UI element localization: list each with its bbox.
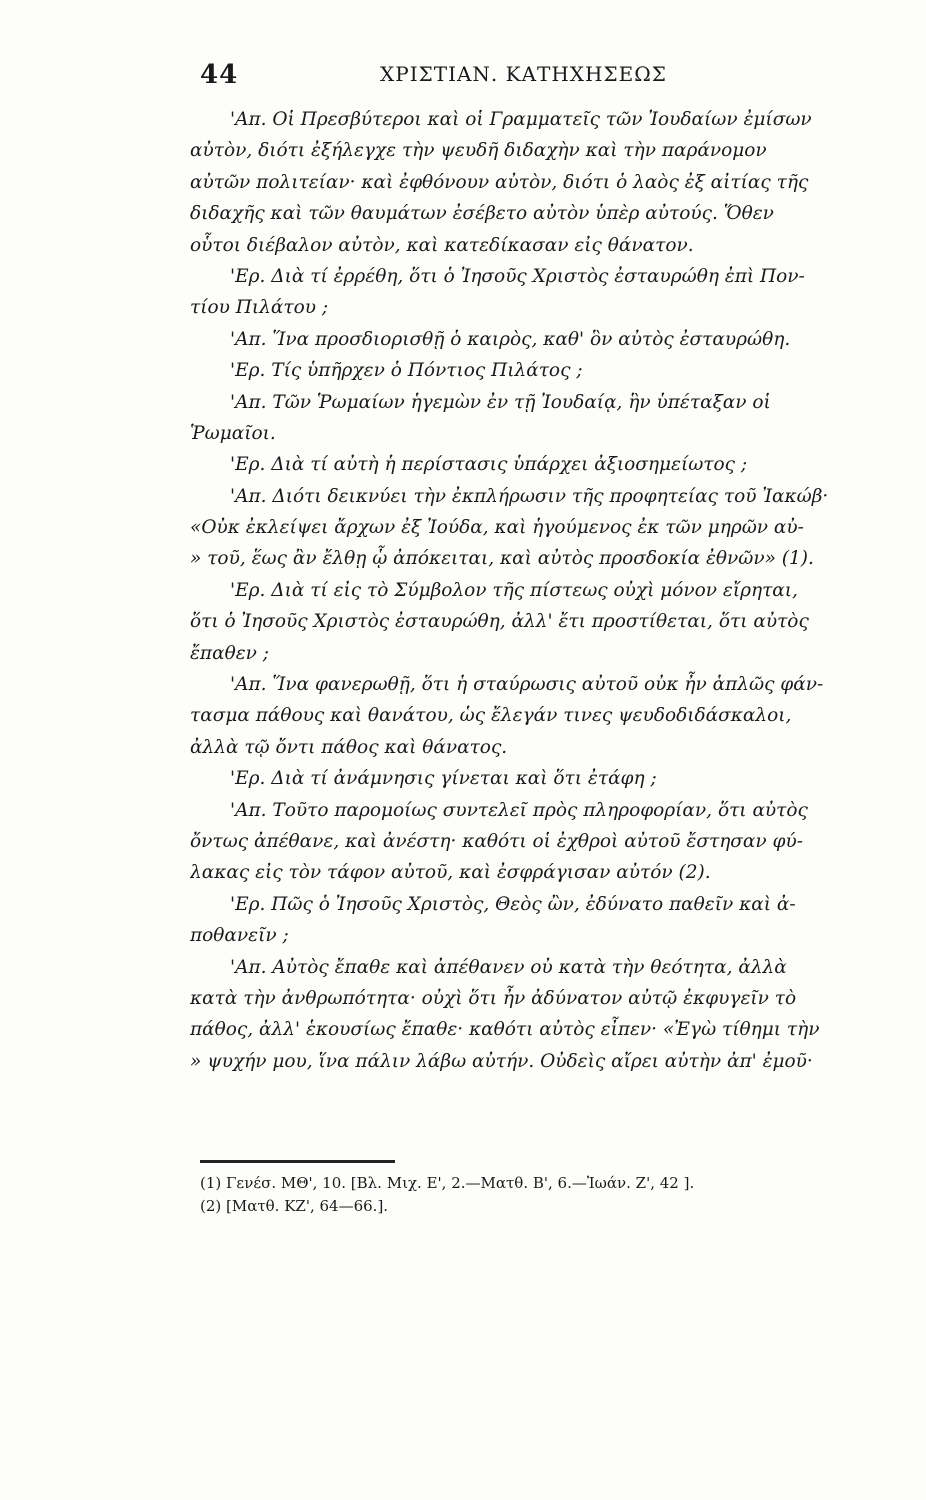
text-line: ἀλλὰ τῷ ὄντι πάθος καὶ θάνατος. xyxy=(190,736,508,758)
running-title: ΧΡΙΣΤΙΑΝ. ΚΑΤΗΧΗΣΕΩΣ xyxy=(380,62,667,86)
text-line: αὐτὸν, διότι ἐξήλεγχε τὴν ψευδῆ διδαχὴν καὶ τὴν παράνομον xyxy=(190,140,767,162)
text-line: ὅτι ὁ Ἰησοῦς Χριστὸς ἐσταυρώθη, ἀλλ' ἔτι προστίθεται, ὅτι αὐτὸς xyxy=(190,611,809,633)
footnotes xyxy=(200,1172,820,1218)
text-line: Ῥωμαῖοι. xyxy=(190,422,276,444)
text-line: 'Απ. Ἵνα φανερωθῇ, ὅτι ἡ σταύρωσις αὐτοῦ οὐκ ἦν ἁπλῶς φάν- xyxy=(230,674,824,696)
text-line: διδαχῆς καὶ τῶν θαυμάτων ἐσέβετο αὐτὸν ὑπὲρ αὐτούς. Ὅθεν xyxy=(190,203,774,225)
text-line: 'Απ. Τοῦτο παρομοίως συντελεῖ πρὸς πληροφορίαν, ὅτι αὐτὸς xyxy=(230,799,808,821)
text-line: 'Απ. Διότι δεικνύει τὴν ἐκπλήρωσιν τῆς προφητείας τοῦ Ἰακώβ· xyxy=(230,485,829,507)
text-line: λακας εἰς τὸν τάφον αὐτοῦ, καὶ ἐσφράγισαν αὐτόν (2). xyxy=(190,862,711,884)
text-line: 'Ερ. Πῶς ὁ Ἰησοῦς Χριστὸς, Θεὸς ὢν, ἐδύνατο παθεῖν καὶ ἀ- xyxy=(230,893,796,915)
text-line: ἔπαθεν ; xyxy=(190,642,270,664)
text-line: 'Ερ. Διὰ τί ἀνάμνησις γίνεται καὶ ὅτι ἐτάφη ; xyxy=(230,768,657,790)
text-line: » τοῦ, ἕως ἂν ἔλθῃ ᾧ ἀπόκειται, καὶ αὐτὸς προσδοκία ἐθνῶν» (1). xyxy=(190,548,814,570)
footnote: (1) Γενέσ. ΜΘ', 10. [Βλ. Μιχ. Ε', 2.—Ματθ. Β', 6.—Ἰωάν. Ζ', 42 ]. xyxy=(200,1174,695,1192)
text-line: τασμα πάθους καὶ θανάτου, ὡς ἔλεγάν τινες ψευδοδιδάσκαλοι, xyxy=(190,705,792,727)
text-line: 'Απ. Οἱ Πρεσβύτεροι καὶ οἱ Γραμματεῖς τῶν Ἰουδαίων ἐμίσων xyxy=(230,109,812,130)
text-line: «Οὐκ ἐκλείψει ἄρχων ἐξ Ἰούδα, καὶ ἡγούμενος ἐκ τῶν μηρῶν αὐ- xyxy=(190,517,804,539)
page-header xyxy=(200,60,670,90)
footnote: (2) [Ματθ. ΚΖ', 64—66.]. xyxy=(200,1197,389,1215)
text-line: πάθος, ἀλλ' ἑκουσίως ἔπαθε· καθότι αὐτὸς εἶπεν· «Ἐγὼ τίθημι τὴν xyxy=(190,1019,820,1041)
text-line: οὗτοι διέβαλον αὐτὸν, καὶ κατεδίκασαν εἰς θάνατον. xyxy=(190,234,694,256)
text-line: 'Απ. Αὐτὸς ἔπαθε καὶ ἀπέθανεν οὐ κατὰ τὴν θεότητα, ἀλλὰ xyxy=(230,956,787,978)
text-line: 'Ερ. Τίς ὑπῆρχεν ὁ Πόντιος Πιλάτος ; xyxy=(230,360,583,382)
text-line: » ψυχήν μου, ἵνα πάλιν λάβω αὐτήν. Οὐδεὶς αἴρει αὐτὴν ἀπ' ἐμοῦ· xyxy=(190,1050,813,1072)
footnote-rule xyxy=(200,1160,395,1163)
body-text xyxy=(190,104,840,1077)
text-line: 'Απ. Τῶν Ῥωμαίων ἡγεμὼν ἐν τῇ Ἰουδαίᾳ, ἣν ὑπέταξαν οἱ xyxy=(230,391,771,413)
text-line: ὄντως ἀπέθανε, καὶ ἀνέστη· καθότι οἱ ἐχθροὶ αὐτοῦ ἔστησαν φύ- xyxy=(190,830,804,852)
page-number: 44 xyxy=(200,60,239,90)
text-line: ποθανεῖν ; xyxy=(190,925,289,947)
text-line: αὐτῶν πολιτείαν· καὶ ἐφθόνουν αὐτὸν, διότι ὁ λαὸς ἐξ αἰτίας τῆς xyxy=(190,171,809,193)
text-line: 'Ερ. Διὰ τί αὐτὴ ἡ περίστασις ὑπάρχει ἀξιοσημείωτος ; xyxy=(230,454,748,476)
text-line: τίου Πιλάτου ; xyxy=(190,297,329,319)
text-line: 'Ερ. Διὰ τί ἐρρέθη, ὅτι ὁ Ἰησοῦς Χριστὸς ἐσταυρώθη ἐπὶ Πον- xyxy=(230,265,805,287)
text-line: 'Ερ. Διὰ τί εἰς τὸ Σύμβολον τῆς πίστεως οὐχὶ μόνον εἴρηται, xyxy=(230,579,798,601)
text-line: 'Απ. Ἵνα προσδιορισθῇ ὁ καιρὸς, καθ' ὃν αὐτὸς ἐσταυρώθη. xyxy=(230,328,791,350)
text-line: κατὰ τὴν ἀνθρωπότητα· οὐχὶ ὅτι ἦν ἀδύνατον αὐτῷ ἐκφυγεῖν τὸ xyxy=(190,987,797,1009)
